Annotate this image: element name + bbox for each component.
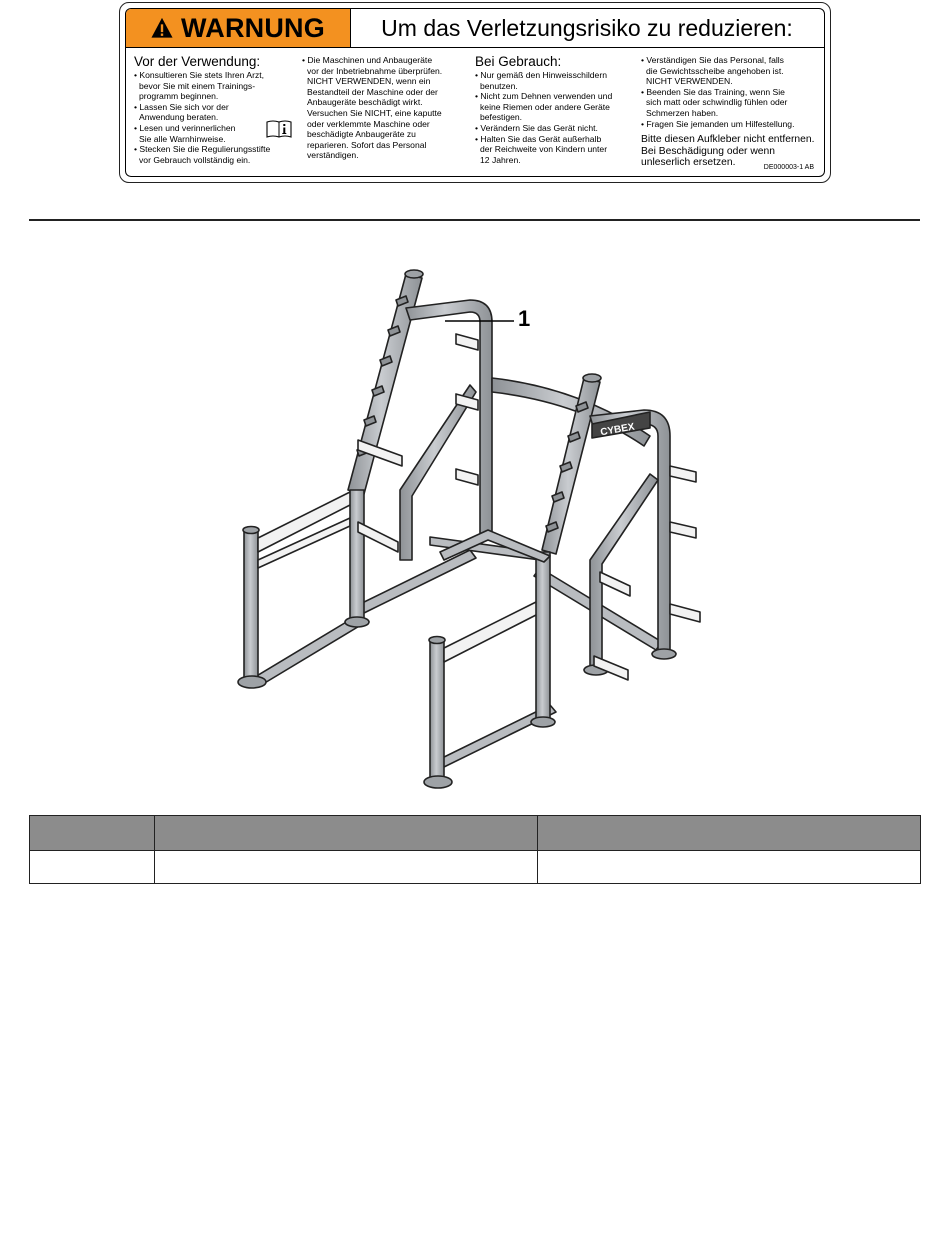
warning-line: • Nur gemäß den Hinweisschildern [475,70,607,80]
warning-line: sich matt oder schwindlig fühlen oder [646,97,788,108]
warning-line: • Verständigen Sie das Personal, falls [641,55,784,65]
table-header-row [30,816,921,851]
warning-column-during-use [475,55,635,165]
warning-line: beschädigte Anbaugeräte zu [307,129,416,140]
parts-table [29,815,921,884]
column-title-during-use: Bei Gebrauch: [475,54,562,69]
warning-line: • Verändern Sie das Gerät nicht. [475,122,598,133]
note-line: Bei Beschädigung oder wenn [641,145,775,157]
warning-line: verständigen. [307,150,359,161]
warning-column-staff [641,55,825,169]
warning-line: Anbaugeräte beschädigt wirkt. [307,97,423,108]
warning-line: befestigen. [480,112,523,123]
warning-line: NICHT VERWENDEN, wenn ein [307,76,431,87]
warning-line: die Gewichtsscheibe angehoben ist. [646,65,784,76]
warning-line: • Die Maschinen und Anbaugeräte [302,55,433,65]
warning-badge [126,9,351,47]
warning-line: • Lesen und verinnerlichen [134,122,236,133]
warning-word: WARNUNG [181,12,325,43]
brand-plate: CYBEX [599,421,636,439]
warning-line: Sie alle Warnhinweise. [139,133,226,144]
note-line: Bitte diesen Aufkleber nicht entfernen. [641,134,815,146]
warning-line: NICHT VERWENDEN. [646,76,733,87]
warning-line: • Lassen Sie sich vor der [134,101,229,112]
table-cell [30,851,155,884]
warning-line: oder verklemmte Maschine oder [307,118,430,129]
warning-triangle-icon [151,17,173,39]
warning-line: der Reichweite von Kindern unter [480,144,608,155]
table-header-cell [154,816,538,851]
table-cell [154,851,538,884]
warning-line: • Fragen Sie jemanden um Hilfestellung. [641,118,795,129]
squat-rack-illustration [230,260,740,800]
column-title-before-use: Vor der Verwendung: [134,54,261,69]
warning-line: 12 Jahren. [480,154,521,165]
read-manual-icon [266,119,292,139]
warning-line: Anwendung beraten. [139,112,219,123]
warning-line: vor Gebrauch vollständig ein. [139,154,251,165]
table-row [30,851,921,884]
note-line: unleserlich ersetzen. [641,157,736,169]
warning-line: • Stecken Sie die Regulierungsstifte [134,144,271,155]
table-header-cell [30,816,155,851]
warning-line: keine Riemen oder andere Geräte [480,101,610,112]
warning-line: programm beginnen. [139,91,219,102]
label-code: DE000003-1 AB [763,164,814,171]
warning-label-frame [125,8,825,177]
warning-line: • Konsultieren Sie stets Ihren Arzt, [134,70,265,80]
warning-column-inspection [302,55,462,161]
callout-number: 1 [518,306,531,331]
section-divider [29,219,920,221]
warning-line: Schmerzen haben. [646,107,719,118]
warning-heading: Um das Verletzungsrisiko zu reduzieren: [381,14,793,41]
table-cell [538,851,921,884]
warning-label-header [126,9,824,48]
warning-line: bevor Sie mit einem Trainings- [139,80,256,91]
warning-line: benutzen. [480,80,518,91]
warning-line: Bestandteil der Maschine oder der [307,86,438,97]
warning-label [119,2,831,183]
warning-line: • Beenden Sie das Training, wenn Sie [641,86,785,97]
table-header-cell [538,816,921,851]
warning-line: reparieren. Sofort das Personal [307,139,427,150]
warning-line: Versuchen Sie NICHT, eine kaputte [307,107,442,118]
warning-line: • Halten Sie das Gerät außerhalb [475,133,602,144]
warning-line: vor der Inbetriebnahme überprüfen. [307,65,443,76]
warning-column-before-use [134,55,292,165]
warning-line: • Nicht zum Dehnen verwenden und [475,91,613,102]
